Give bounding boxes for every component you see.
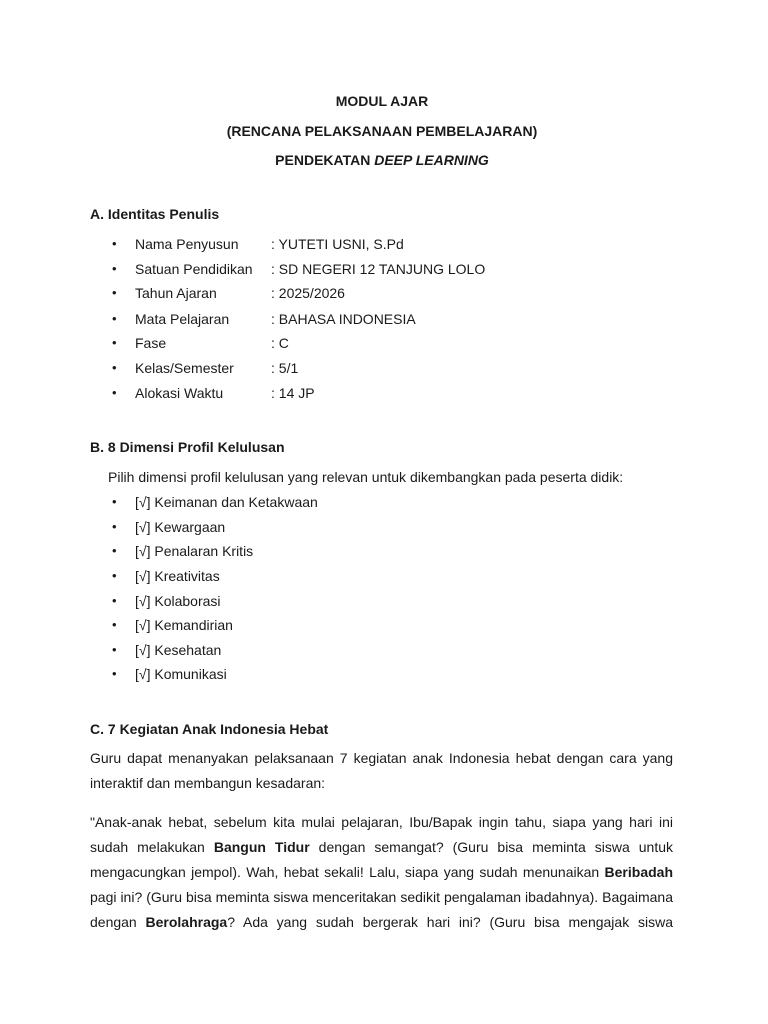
profile-dimension-item: [√] Kemandirian [135,617,233,633]
paragraph-line [90,860,673,885]
doc-approach-line [0,151,764,169]
identity-value: : 5/1 [271,360,299,376]
profile-dimension-item: [√] Kolaborasi [135,593,221,609]
identity-value: : SD NEGERI 12 TANJUNG LOLO [271,261,486,277]
bullet: • [112,494,117,509]
paragraph-line: interaktif dan membangun kesadaran: [90,775,326,791]
identity-label: Mata Pelajaran [135,311,230,327]
identity-value: : 14 JP [271,385,315,401]
identity-label: Tahun Ajaran [135,285,217,301]
activity-berolahraga: Berolahraga [145,914,228,930]
identity-value: : 2025/2026 [271,285,345,301]
bullet: • [112,568,117,583]
bullet: • [112,519,117,534]
paragraph-line: "Anak-anak hebat, sebelum kita mulai pelajaran, Ibu/Bapak ingin tahu, siapa yang hari ini [90,814,673,830]
identity-label: Alokasi Waktu [135,385,224,401]
identity-label: Fase [135,335,167,351]
bullet: • [112,335,117,350]
text-run: dengan semangat? (Guru bisa meminta siswa untuk [309,839,673,855]
bullet: • [112,543,117,558]
doc-subtitle: (RENCANA PELAKSANAAN PEMBELAJARAN) [226,123,538,139]
approach-emphasis: DEEP LEARNING [374,152,489,168]
text-run: sudah melakukan [90,839,214,855]
paragraph-line: Guru dapat menanyakan pelaksanaan 7 kegiatan anak Indonesia hebat dengan cara yang [90,750,673,766]
bullet: • [112,261,117,276]
section-c-heading: C. 7 Kegiatan Anak Indonesia Hebat [90,721,329,737]
identity-value: : YUTETI USNI, S.Pd [271,236,404,252]
profile-dimension-item: [√] Kewargaan [135,519,226,535]
identity-value: : C [271,335,289,351]
text-run: mengacungkan jempol). Wah, hebat sekali! Lalu, siapa yang sudah menunaikan [90,864,605,880]
identity-label: Nama Penyusun [135,236,239,252]
section-b-heading: B. 8 Dimensi Profil Kelulusan [90,439,285,455]
bullet: • [112,311,117,326]
profile-dimension-item: [√] Komunikasi [135,666,227,682]
identity-value: : BAHASA INDONESIA [271,311,416,327]
profile-dimension-item: [√] Keimanan dan Ketakwaan [135,494,318,510]
profile-dimension-item: [√] Kesehatan [135,642,222,658]
approach-prefix: PENDEKATAN [275,152,375,168]
bullet: • [112,236,117,251]
section-c-dialogue-paragraph [90,810,673,935]
section-b-intro: Pilih dimensi profil kelulusan yang relevan untuk dikembangkan pada peserta didik: [108,469,624,485]
profile-dimension-item: [√] Kreativitas [135,568,220,584]
bullet: • [112,385,117,400]
activity-bangun-tidur: Bangun Tidur [213,839,310,855]
doc-title: MODUL AJAR [335,93,429,109]
paragraph-line [90,910,673,935]
section-c-intro-paragraph [90,746,673,796]
bullet: • [112,285,117,300]
profile-dimension-item: [√] Penalaran Kritis [135,543,254,559]
bullet: • [112,593,117,608]
text-run: dengan [90,914,146,930]
identity-label: Satuan Pendidikan [135,261,253,277]
bullet: • [112,642,117,657]
text-run: ? Ada yang sudah bergerak hari ini? (Guru bisa mengajak siswa [227,914,673,930]
activity-beribadah: Beribadah [604,864,673,880]
bullet: • [112,360,117,375]
bullet: • [112,666,117,681]
section-a-heading: A. Identitas Penulis [90,206,220,222]
identity-label: Kelas/Semester [135,360,234,376]
paragraph-line [90,835,673,860]
bullet: • [112,617,117,632]
paragraph-line: pagi ini? (Guru bisa meminta siswa menceritakan sedikit pengalaman ibadahnya). Bagaimana [90,889,673,905]
